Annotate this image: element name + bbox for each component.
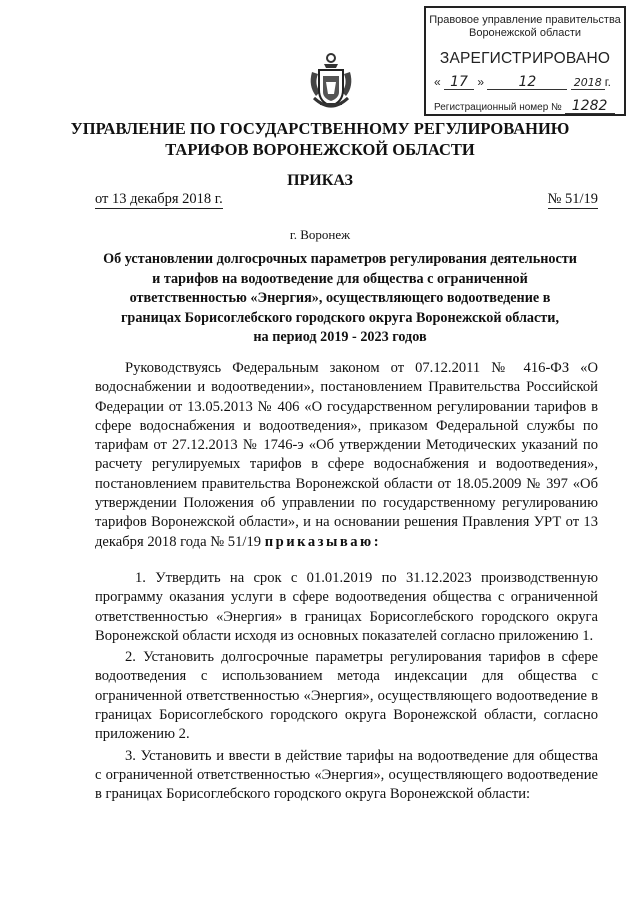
order-item-1: 1. Утвердить на срок с 01.01.2019 по 31.12.2023 производственную программу оказания услуги в сфере водоотведения общества с ограниченной ответственностью «Энергия» в границах Борисоглебского городского округа Воронежской области исходя из основных показателей согласно приложению 1. bbox=[95, 569, 598, 644]
subject-line1: Об установлении долгосрочных параметров регулирования деятельности bbox=[103, 251, 577, 267]
order-item-2: 2. Установить долгосрочные параметры регулирования тарифов в сфере водоотведения с использованием метода индексации для общества с ограниченной ответственностью «Энергия», осуществляющего водоотведение в границах Борисоглебского городского округа Воронежской области, согласно приложению 2. bbox=[95, 649, 598, 743]
order-number: № 51/19 bbox=[547, 191, 598, 207]
stamp-org-line2: Воронежской области bbox=[468, 27, 581, 39]
subject-line3: ответственностью «Энергия», осуществляющего водоотведение в bbox=[129, 290, 551, 306]
agency-name bbox=[60, 118, 580, 160]
stamp-date bbox=[434, 76, 620, 90]
registration-stamp bbox=[424, 6, 626, 116]
stamp-date-day: 17 bbox=[444, 76, 474, 90]
stamp-date-suffix: г. bbox=[604, 75, 611, 89]
order-item-3: 3. Установить и ввести в действие тарифы на водоотведение для общества с ограниченной ответственностью «Энергия», осуществляющего водоотведение в границах Борисоглебского городского округа Воронежской области: bbox=[95, 747, 598, 803]
stamp-reg-number-label: Регистрационный номер № bbox=[434, 102, 562, 113]
preamble-paragraph bbox=[95, 359, 598, 552]
stamp-org-line1: Правовое управление правительства bbox=[429, 14, 621, 26]
order-date: от 13 декабря 2018 г. bbox=[95, 191, 223, 207]
order-subject bbox=[80, 250, 600, 348]
stamp-date-month: 12 bbox=[487, 76, 567, 90]
issue-city: г. Воронеж bbox=[289, 227, 351, 242]
stamp-date-open-quote: « bbox=[434, 75, 441, 89]
document-type: ПРИКАЗ bbox=[287, 172, 353, 189]
stamp-org bbox=[426, 14, 624, 40]
coat-of-arms-icon bbox=[306, 52, 356, 114]
order-body bbox=[95, 359, 598, 805]
stamp-date-close-quote: » bbox=[477, 75, 485, 89]
subject-line5: на период 2019 - 2023 годов bbox=[253, 329, 427, 345]
stamp-registered-label: ЗАРЕГИСТРИРОВАНО bbox=[439, 50, 611, 67]
stamp-date-year: 2018 bbox=[571, 76, 605, 90]
stamp-reg-number-value: 1282 bbox=[565, 100, 615, 114]
preamble-text: Руководствуясь Федеральным законом от 07.12.2011 № 416-ФЗ «О водоснабжении и водоотведении», постановлением Правительства Российской Федерации от 13.05.2013 № 406 «О государственном регулировании тарифов в сфере водоснабжения и водоотведения», приказом Федеральной службы по тарифам от 27.12.2013 № 1746-э «Об утверждении Методических указаний по расчету регулируемых тарифов в сфере водоснабжения и водоотведения», постановлением правительства Воронежской области от 18.05.2009 № 397 «Об утверждении Положения об управлении по государственному регулированию тарифов Воронежской области», и на основании решения Правления УРТ от 13 декабря 2018 года № 51/19 bbox=[95, 360, 598, 550]
order-word: приказываю: bbox=[264, 533, 382, 550]
subject-line4: границах Борисоглебского городского округа Воронежской области, bbox=[120, 309, 559, 326]
agency-name-line2: ТАРИФОВ ВОРОНЕЖСКОЙ ОБЛАСТИ bbox=[165, 140, 475, 159]
stamp-reg-number bbox=[434, 100, 624, 114]
agency-name-line1: УПРАВЛЕНИЕ ПО ГОСУДАРСТВЕННОМУ РЕГУЛИРОВАНИЮ bbox=[70, 119, 570, 138]
subject-line2: и тарифов на водоотведение для общества с ограниченной bbox=[152, 270, 528, 287]
